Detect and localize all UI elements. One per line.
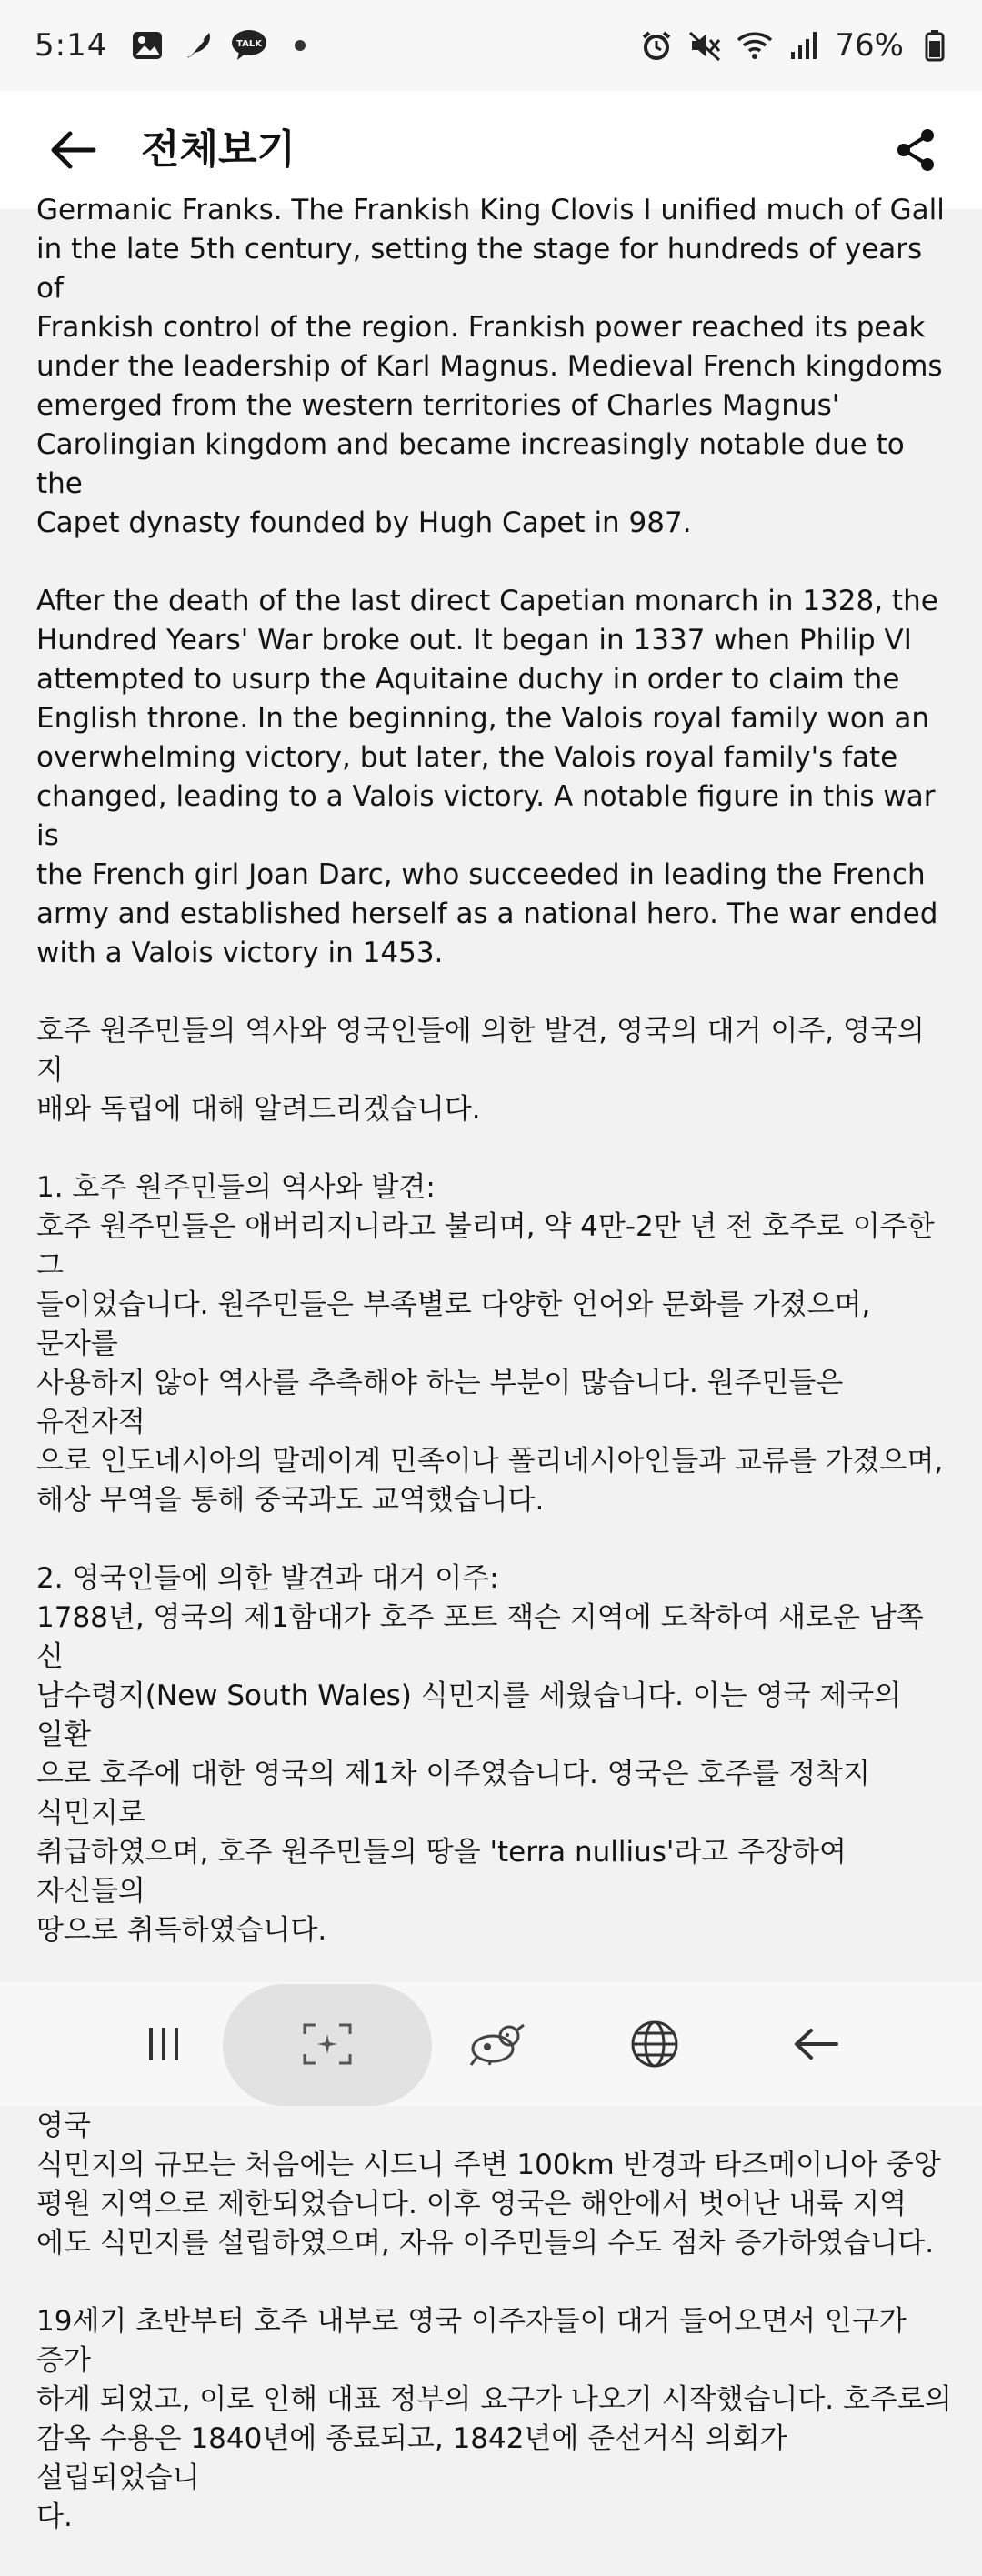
status-right <box>638 20 953 71</box>
mute-icon <box>687 27 724 64</box>
dot-icon <box>282 27 318 64</box>
page-title: 전체보기 <box>141 126 296 173</box>
browser-button[interactable] <box>596 1982 714 2106</box>
battery-percent: 76% <box>835 27 904 64</box>
paragraph: 1. 호주 원주민들의 역사와 발견: 호주 원주민들은 애버리지니라고 불리며, 약 4만-2만 년 전 호주로 이주한 그 들이었습니다. 원주민들은 부족별로 다양한 언어와 문화를 가졌으며, 문자를 사용하지 않아 역사를 추측해야 하는 부분이 많습니다. 원주민들은 유전자적 으로 인도네시아의 말레이계 민족이나 폴리네시아인들과 교류를 가졌으며, 해상 무역을 통해 중국과도 교역했습니다. <box>36 1171 944 1517</box>
screen-capture-icon <box>303 2023 352 2065</box>
signal-icon <box>786 27 822 64</box>
paragraph: After the death of the last direct Capetian monarch in 1328, the Hundred Years' War broke out. It began in 1337 when Philip VI attempted to usurp the Aquitaine duchy in order to claim the English throne. In the beginning, the Valois royal family won an overwhelming victory, but later, the Valois royal family's fate changed, leading to a Valois victory. A notable figure in this war is the French girl Joan Darc, who succeeded in leading the French army and established herself as a national hero. The war ended with a Valois victory in 1453. <box>36 585 938 969</box>
arrow-left-icon <box>50 130 97 170</box>
navigation-bar <box>0 1982 982 2106</box>
battery-icon <box>917 27 953 64</box>
recents-icon <box>144 2026 184 2062</box>
back-button[interactable] <box>35 111 113 189</box>
share-icon <box>893 126 938 174</box>
feather-app-icon <box>180 27 216 64</box>
back-icon <box>793 2026 840 2062</box>
paragraph: 2. 영국인들에 의한 발견과 대거 이주: 1788년, 영국의 제1함대가 호주 포트 잭슨 지역에 도착하여 새로운 남쪽 신 남수령지(New South Wales) 식민지를 세웠습니다. 이는 영국 제국의 일환 으로 호주에 대한 영국의 제1차 이주였습니다. 영국은 호주를 정착지 식민지로 취급하였으며, 호주 원주민들의 땅을 'terra nullius'라고 주장하여 자신들의 땅으로 취득하였습니다. <box>36 1562 924 1947</box>
bixby-app-button[interactable] <box>436 1982 555 2106</box>
status-left <box>35 20 318 71</box>
recents-button[interactable] <box>105 1982 223 2106</box>
gallery-icon <box>129 27 165 64</box>
screen-capture-button[interactable] <box>268 1982 386 2106</box>
paragraph: Germanic Franks. The Frankish King Clovis I unified much of Gall in the late 5th century, setting the stage for hundreds of years of Frankish control of the region. Frankish power reached its peak under the leadership of Karl Magnus. Medieval French kingdoms emerged from the western territories of Charles Magnus' Carolingian kingdom and became increasingly notable due to the Capet dynasty founded by Hugh Capet in 987. <box>36 194 945 539</box>
wifi-icon <box>736 27 773 64</box>
paragraph: 호주 원주민들의 역사와 영국인들에 의한 발견, 영국의 대거 이주, 영국의 지 배와 독립에 대해 알려드리겠습니다. <box>36 1015 925 1126</box>
status-bar <box>0 0 982 91</box>
text-body <box>36 191 955 2576</box>
talk-icon-label: TALK <box>236 39 263 49</box>
browser-globe-icon <box>629 2019 680 2070</box>
bixby-app-icon <box>464 2021 527 2067</box>
alarm-icon <box>638 27 675 64</box>
share-button[interactable] <box>877 111 955 189</box>
status-time: 5:14 <box>35 27 108 64</box>
text-viewer[interactable] <box>0 194 982 2533</box>
paragraph: 영국 식민지의 규모는 처음에는 시드니 주변 100km 반경과 타즈메이니아 중앙 평원 지역으로 제한되었습니다. 이후 영국은 해안에서 벗어난 내륙 지역 에도 식민지를 설립하였으며, 자유 이주민들의 수도 점차 증가하였습니다. <box>36 2110 941 2260</box>
talk-icon <box>231 27 267 64</box>
paragraph: 19세기 초반부터 호주 내부로 영국 이주자들이 대거 들어오면서 인구가 증가 하게 되었고, 이로 인해 대표 정부의 요구가 나오기 시작했습니다. 호주로의 감옥 수용은 1840년에 종료되고, 1842년에 준선거식 의회가 설립되었습니 다. <box>36 2305 952 2533</box>
system-back-button[interactable] <box>757 1982 876 2106</box>
